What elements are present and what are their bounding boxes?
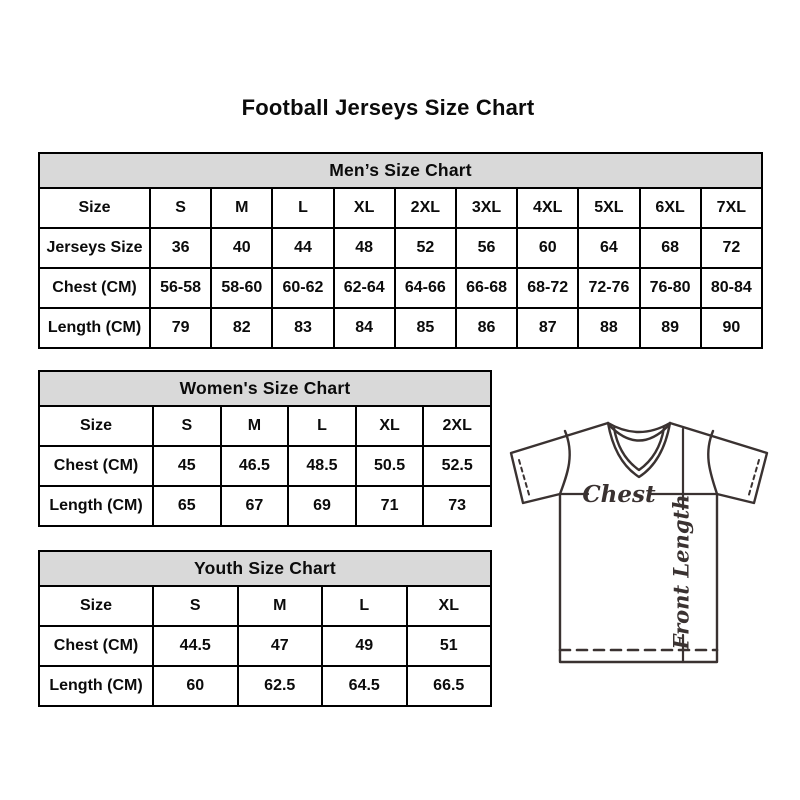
table-row xyxy=(39,308,762,348)
size-value-cell: 68 xyxy=(640,228,701,268)
size-value-cell: M xyxy=(238,586,323,626)
table-row xyxy=(39,586,491,626)
size-value-cell: 7XL xyxy=(701,188,762,228)
womens-size-chart-table xyxy=(38,370,492,527)
size-value-cell: 72-76 xyxy=(578,268,639,308)
youth-size-chart-table xyxy=(38,550,492,707)
size-value-cell: 44 xyxy=(272,228,333,268)
size-value-cell: 4XL xyxy=(517,188,578,228)
size-value-cell: 68-72 xyxy=(517,268,578,308)
size-value-cell: L xyxy=(322,586,407,626)
size-value-cell: 82 xyxy=(211,308,272,348)
size-value-cell: 3XL xyxy=(456,188,517,228)
mens-table-title: Men’s Size Chart xyxy=(39,153,762,188)
row-label: Length (CM) xyxy=(39,308,150,348)
table-row xyxy=(39,486,491,526)
size-value-cell: 51 xyxy=(407,626,492,666)
row-label: Size xyxy=(39,188,150,228)
row-label: Size xyxy=(39,406,153,446)
size-value-cell: L xyxy=(288,406,356,446)
table-row xyxy=(39,228,762,268)
jersey-diagram-svg xyxy=(497,397,773,681)
size-value-cell: 87 xyxy=(517,308,578,348)
size-value-cell: S xyxy=(150,188,211,228)
table-header-row xyxy=(39,371,491,406)
size-value-cell: 36 xyxy=(150,228,211,268)
size-value-cell: 89 xyxy=(640,308,701,348)
size-value-cell: 58-60 xyxy=(211,268,272,308)
size-value-cell: 56 xyxy=(456,228,517,268)
size-value-cell: 64.5 xyxy=(322,666,407,706)
size-value-cell: 83 xyxy=(272,308,333,348)
size-value-cell: 84 xyxy=(334,308,395,348)
row-label: Chest (CM) xyxy=(39,268,150,308)
collar-back-arc xyxy=(608,423,670,432)
row-label: Chest (CM) xyxy=(39,626,153,666)
chest-label: Chest xyxy=(582,481,656,508)
size-value-cell: XL xyxy=(356,406,424,446)
size-value-cell: 6XL xyxy=(640,188,701,228)
size-value-cell: 2XL xyxy=(423,406,491,446)
size-value-cell: 5XL xyxy=(578,188,639,228)
size-value-cell: 73 xyxy=(423,486,491,526)
size-value-cell: M xyxy=(211,188,272,228)
size-value-cell: 45 xyxy=(153,446,221,486)
table-row xyxy=(39,666,491,706)
size-value-cell: 71 xyxy=(356,486,424,526)
size-value-cell: 40 xyxy=(211,228,272,268)
size-value-cell: 60-62 xyxy=(272,268,333,308)
size-value-cell: S xyxy=(153,406,221,446)
size-value-cell: 69 xyxy=(288,486,356,526)
row-label: Chest (CM) xyxy=(39,446,153,486)
mens-size-chart-table xyxy=(38,152,763,349)
size-value-cell: 65 xyxy=(153,486,221,526)
size-value-cell: L xyxy=(272,188,333,228)
jersey-outline xyxy=(511,423,767,662)
size-value-cell: 49 xyxy=(322,626,407,666)
row-label: Length (CM) xyxy=(39,666,153,706)
size-value-cell: 85 xyxy=(395,308,456,348)
size-value-cell: 64 xyxy=(578,228,639,268)
size-value-cell: XL xyxy=(407,586,492,626)
row-label: Size xyxy=(39,586,153,626)
size-value-cell: 46.5 xyxy=(221,446,289,486)
table-row xyxy=(39,268,762,308)
table-row xyxy=(39,446,491,486)
row-label: Jerseys Size xyxy=(39,228,150,268)
size-value-cell: 56-58 xyxy=(150,268,211,308)
table-header-row xyxy=(39,551,491,586)
size-value-cell: 67 xyxy=(221,486,289,526)
table-header-row xyxy=(39,153,762,188)
size-value-cell: 2XL xyxy=(395,188,456,228)
row-label: Length (CM) xyxy=(39,486,153,526)
table-row xyxy=(39,406,491,446)
size-value-cell: 88 xyxy=(578,308,639,348)
size-value-cell: M xyxy=(221,406,289,446)
size-value-cell: 52.5 xyxy=(423,446,491,486)
left-sleeve-seam xyxy=(560,431,570,494)
table-row xyxy=(39,626,491,666)
size-value-cell: 90 xyxy=(701,308,762,348)
size-value-cell: 76-80 xyxy=(640,268,701,308)
front-length-label: Front Length xyxy=(668,494,694,650)
size-value-cell: 80-84 xyxy=(701,268,762,308)
size-value-cell: 86 xyxy=(456,308,517,348)
size-value-cell: 72 xyxy=(701,228,762,268)
size-value-cell: 60 xyxy=(153,666,238,706)
size-value-cell: 48.5 xyxy=(288,446,356,486)
youth-table-title: Youth Size Chart xyxy=(39,551,491,586)
size-value-cell: 62.5 xyxy=(238,666,323,706)
size-value-cell: 47 xyxy=(238,626,323,666)
table-row xyxy=(39,188,762,228)
size-value-cell: 62-64 xyxy=(334,268,395,308)
womens-table-title: Women's Size Chart xyxy=(39,371,491,406)
size-value-cell: 60 xyxy=(517,228,578,268)
size-value-cell: S xyxy=(153,586,238,626)
size-value-cell: 44.5 xyxy=(153,626,238,666)
size-value-cell: 66-68 xyxy=(456,268,517,308)
right-sleeve-seam xyxy=(708,431,717,494)
size-value-cell: 52 xyxy=(395,228,456,268)
size-value-cell: 79 xyxy=(150,308,211,348)
size-value-cell: 50.5 xyxy=(356,446,424,486)
size-value-cell: 48 xyxy=(334,228,395,268)
jersey-measurement-diagram xyxy=(497,397,773,681)
page-title: Football Jerseys Size Chart xyxy=(241,95,535,120)
size-value-cell: 64-66 xyxy=(395,268,456,308)
size-value-cell: 66.5 xyxy=(407,666,492,706)
size-value-cell: XL xyxy=(334,188,395,228)
